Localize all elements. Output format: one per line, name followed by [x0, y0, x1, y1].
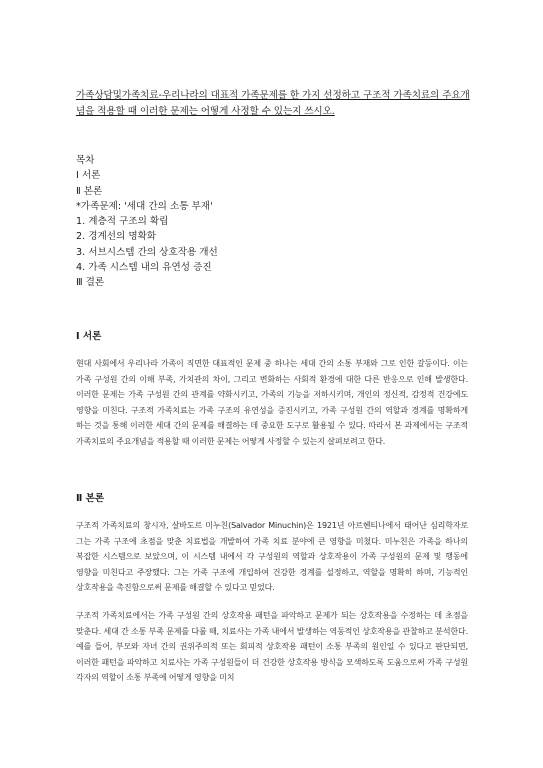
section-heading-intro: Ⅰ 서론: [76, 331, 102, 342]
toc-item-intro: Ⅰ 서론: [76, 170, 101, 182]
toc-item-conclusion: Ⅲ 결론: [76, 277, 105, 289]
table-of-contents: [76, 153, 456, 291]
toc-heading: 목차: [76, 155, 95, 166]
toc-item-body: Ⅱ 본론: [76, 185, 103, 197]
document-title: 가족상담및가족치료-우리나라의 대표적 가족문제를 한 가지 선정하고 구조적 가족치료의 주요개념을 적용할 때 이러한 문제는 어떻게 사정할 수 있는지 쓰시오.: [76, 90, 470, 117]
toc-item-4: 4. 가족 시스템 내의 유연성 증진: [76, 262, 212, 274]
intro-paragraph: 현대 사회에서 우리나라 가족이 직면한 대표적인 문제 중 하나는 세대 간의 소통 부재와 그로 인한 갈등이다. 이는 가족 구성원 간의 이해 부족, 가치관의 차이, 그리고 변화하는 사회적 환경에 대한 다른 반응으로 인해 발생한다. 이러한 문제는 가족 구성원 간의 관계를 약화시키고, 가족의 기능을 저하시키며, 개인의 정신적, 감정적 건강에도 영향을 미친다. 구조적 가족치료는 가족 구조의 유연성을 증진시키고, 가족 구성원 간의 역할과 경계를 명확하게 하는 것을 통해 이러한 세대 간의 문제를 해결하는 데 중요한 도구로 활용될 수 있다. 따라서 본 과제에서는 구조적 가족치료의 주요개념을 적용할 때 이러한 문제는 어떻게 사정할 수 있는지 살펴보려고 한다.: [76, 359, 468, 446]
body-paragraph-2: 구조적 가족치료에서는 가족 구성원 간의 상호작용 패턴을 파악하고 문제가 되는 상호작용을 수정하는 데 초점을 맞춘다. 세대 간 소통 부족 문제를 다룰 때, 치료사는 가족 내에서 발생하는 역동적인 상호작용을 관찰하고 분석한다. 예를 들어, 부모와 자녀 간의 권위주의적 또는 회피적 상호작용 패턴이 소통 부족의 원인일 수 있다고 판단되면, 이러한 패턴을 파악하고 치료사는 가족 구성원들이 더 건강한 상호작용 방식을 모색하도록 도움으로써 가족 구성원 각자의 역할이 소통 부족에 어떻게 영향을 미치: [76, 611, 468, 682]
section-heading-body: Ⅱ 본론: [76, 493, 105, 504]
toc-item-3: 3. 서브시스템 간의 상호작용 개선: [76, 246, 218, 258]
toc-item-2: 2. 경계선의 명확화: [76, 231, 157, 243]
body-paragraph-1: 구조적 가족치료의 창시자, 살바도르 미누친(Salvador Minuchin)은 1921년 아르헨티나에서 태어난 심리학자로 그는 가족 구조에 초점을 맞춘 치료법을 개발하여 가족 치료 분야에 큰 영향을 미쳤다. 미누친은 가족을 하나의 복잡한 시스템으로 보았으며, 이 시스템 내에서 각 구성원의 역할과 상호작용이 가족 구성원의 문제 및 행동에 영향을 미친다고 주장했다. 그는 가족 구조에 개입하여 건강한 경계를 설정하고, 역할을 명확히 하며, 기능적인 상호작용을 촉진함으로써 문제를 해결할 수 있다고 믿었다.: [76, 521, 468, 592]
toc-item-1: 1. 계층적 구조의 확립: [76, 216, 169, 228]
toc-item-family-problem: *가족문제: '세대 간의 소통 부재': [76, 200, 213, 212]
